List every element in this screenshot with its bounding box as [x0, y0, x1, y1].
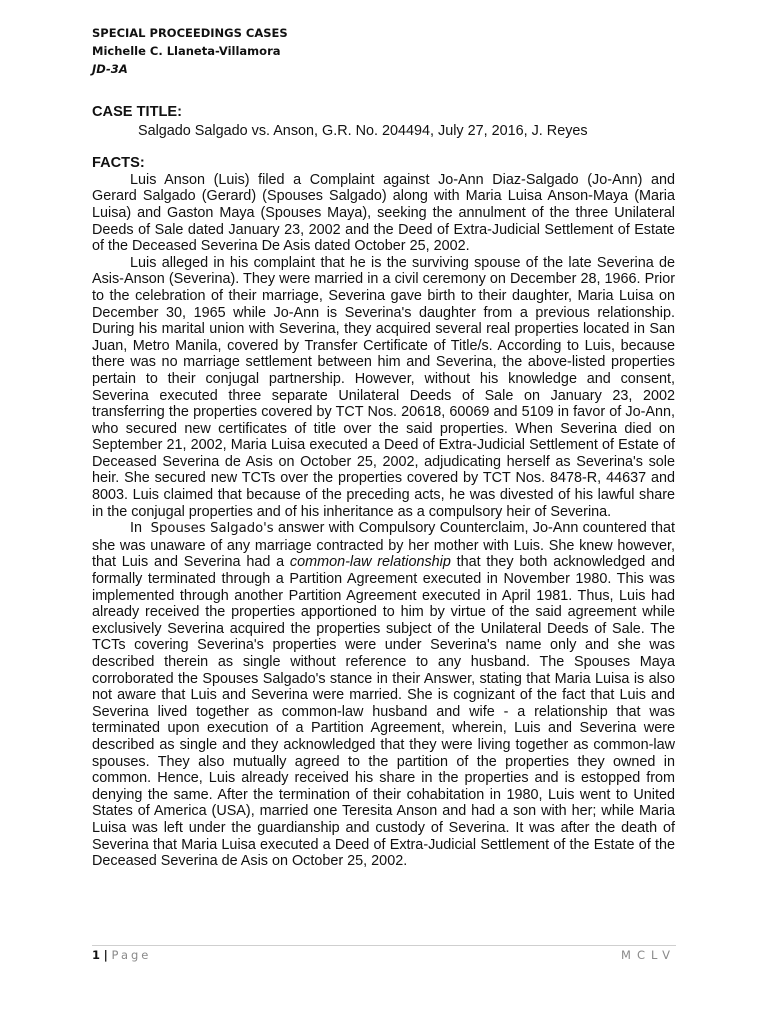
p3-intro: In — [130, 520, 143, 537]
case-title-heading: CASE TITLE: — [92, 104, 182, 120]
facts-paragraph-2: Luis alleged in his complaint that he is the surviving spouse of the late Severina de Asis-Anson (Severina). They were married in a civil ceremony on December 28, 1966. Prior to the celebration of their marriage, Severina gave birth to their daughter, Maria Luisa on December 30, 1965 while Jo-Ann is Severina's daughter from a previous relationship. During his marital union with Severina, they acquired several real properties located in San Juan, Metro Manila, covered by Transfer Certificate of Title/s. According to Luis, because there was no marriage settlement between him and Severina, the above-listed properties pertain to their conjugal partnership. However, without his knowledge and consent, Severina executed three separate Unilateral Deeds of Sale on January 23, 2002 transferring the properties covered by TCT Nos. 20618, 60069 and 5109 in favor of Jo-Ann, who secured new certificates of title over the said properties. When Severina died on September 21, 2002, Maria Luisa executed a Deed of Extra-Judicial Settlement of Estate of Deceased Severina de Asis on October 25, 2002, adjudicating herself as Severina's sole heir. She secured new TCTs over the properties covered by TCT Nos. 8478-R, 44637 and 8003. Luis claimed that because of the preceding acts, he was divested of his lawful share in the conjugal properties and of his inheritance as a compulsory heir of Severina. — [92, 254, 675, 520]
p3-spouses-salgado: Spouses Salgado's — [150, 521, 274, 537]
document-header — [92, 24, 288, 78]
p3-emphasis: common-law relationship — [289, 554, 451, 571]
page-separator: | — [103, 948, 108, 962]
author-name: Michelle C. Llaneta-Villamora — [92, 44, 281, 58]
page-number: 1 — [92, 948, 101, 962]
footer-divider — [92, 945, 676, 946]
facts-paragraph-3 — [92, 520, 675, 869]
page-indicator — [92, 948, 151, 962]
p3-rest: that they both acknowledged and formally terminated through a Partition Agreement executed in November 1980. This was implemented through another Partition Agreement executed in April 1981. Thus, Luis had already received the properties apportioned to him by virtue of the said agreement while exclusively Severina acquired the properties subject of the Unilateral Deeds of Sale. The TCTs covering Severina's properties were under Severina's name only and she was described therein as single without reference to any husband. The Spouses Maya corroborated the Spouses Salgado's stance in their Answer, stating that Maria Luisa is also not aware that Luis and Severina were married. She is cognizant of the fact that Luis and Severina lived together as common-law husband and wife - a relationship that was terminated upon execution of a Partition Agreement, wherein, Luis and Severina were described as single and they acknowledged that they were living together as common-law spouses. They also mutually agreed to the partition of the properties they owned in common. Hence, Luis already received his share in the properties and is estopped from denying the same. After the termination of their cohabitation in 1980, Luis went to United States of America (USA), married one Teresita Anson and had a son with her; while Maria Luisa was left under the guardianship and custody of Severina. It was after the death of Severina that Maria Luisa executed a Deed of Extra-Judicial Settlement of the Estate of the Deceased Severina de Asis on October 25, 2002. — [92, 554, 675, 870]
class-section: JD-3A — [92, 62, 128, 76]
page-footer — [92, 948, 676, 962]
case-title-text: Salgado Salgado vs. Anson, G.R. No. 204494, July 27, 2016, J. Reyes — [138, 122, 588, 139]
page-label: Page — [111, 948, 152, 962]
facts-paragraph-1: Luis Anson (Luis) filed a Complaint against Jo-Ann Diaz-Salgado (Jo-Ann) and Gerard Salgado (Gerard) (Spouses Salgado) along with Maria Luisa Anson-Maya (Maria Luisa) and Gaston Maya (Spouses Maya), seeking the annulment of the three Unilateral Deeds of Sale dated January 23, 2002 and the Deed of Extra-Judicial Settlement of Estate of the Deceased Severina De Asis dated October 25, 2002. — [92, 171, 675, 255]
facts-heading: FACTS: — [92, 155, 145, 172]
course-title: SPECIAL PROCEEDINGS CASES — [92, 26, 288, 40]
author-initials: MCLV — [621, 948, 676, 962]
document-body — [92, 104, 675, 870]
p3-mid: answer with Compulsory Counterclaim, Jo-Ann countered that she was unaware of any marriage contracted by her mother with Luis. She knew however, that Luis and Severina had a — [92, 520, 676, 571]
